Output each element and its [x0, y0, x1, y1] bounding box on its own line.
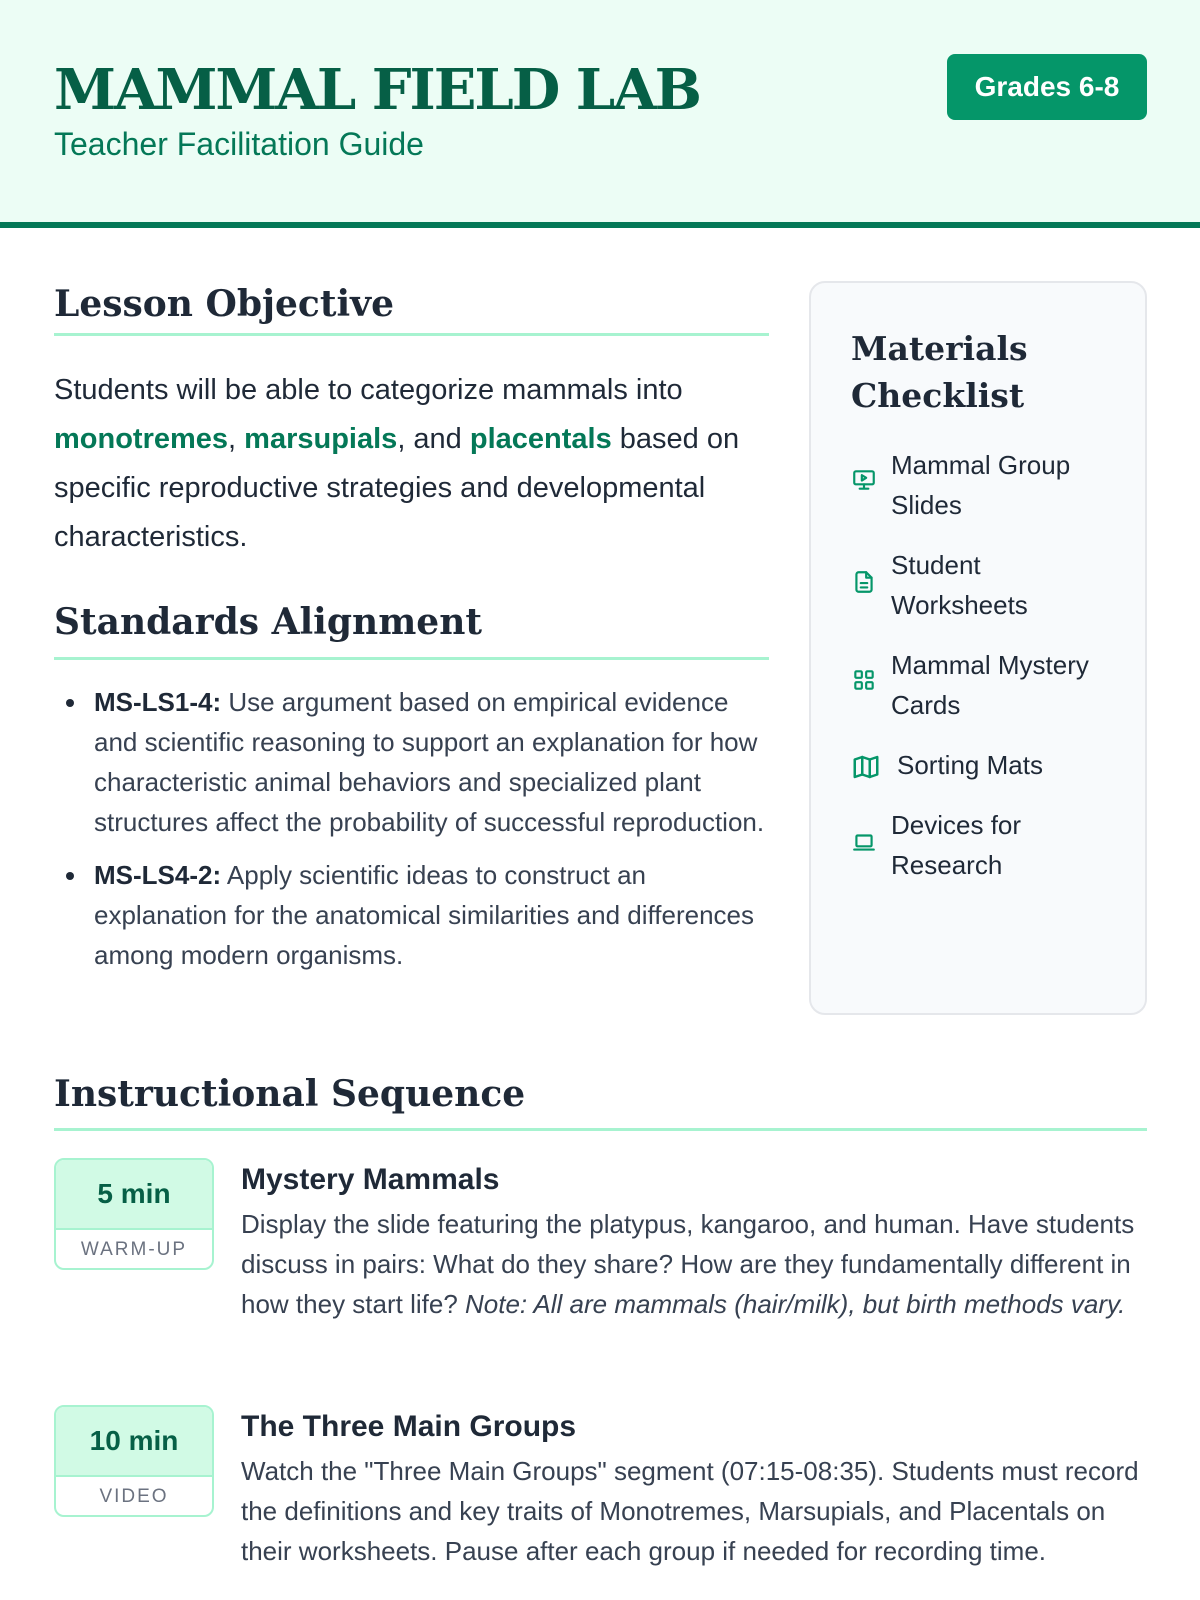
- materials-checklist-panel: [809, 281, 1147, 1015]
- standard-code: MS-LS4-2:: [94, 860, 222, 890]
- time-badge: [54, 1405, 214, 1517]
- standards-heading: Standards Alignment: [54, 601, 482, 643]
- step-phase: WARM-UP: [56, 1228, 212, 1268]
- standard-code: MS-LS1-4:: [94, 687, 222, 717]
- objective-text-outro: based on specific reproductive strategies and developmental characteristics.: [54, 423, 740, 553]
- grade-badge: Grades 6-8: [947, 54, 1147, 120]
- standards-divider: [54, 657, 769, 660]
- step-text: Watch the "Three Main Groups" segment (07:15-08:35). Students must record the definitions and key traits of Monotremes, Marsupials, and Placentals on their worksheets. Pause after each group if needed for recording time.: [241, 1456, 1139, 1566]
- objective-text: [54, 366, 774, 562]
- term-monotremes: monotremes: [54, 423, 229, 455]
- time-badge: [54, 1158, 214, 1270]
- page-subtitle: Teacher Facilitation Guide: [54, 126, 424, 162]
- step-title: Mystery Mammals: [241, 1163, 500, 1196]
- step-note: Note: All are mammals (hair/milk), but birth methods vary.: [465, 1289, 1126, 1319]
- step-duration: 5 min: [56, 1160, 212, 1228]
- sequence-divider: [54, 1128, 1147, 1131]
- term-placentals: placentals: [469, 423, 612, 455]
- sequence-heading: Instructional Sequence: [54, 1073, 526, 1115]
- objective-heading: Lesson Objective: [54, 283, 394, 325]
- material-label: Sorting Mats: [897, 750, 1043, 780]
- standard-item: [54, 855, 774, 975]
- term-marsupials: marsupials: [244, 423, 398, 455]
- presentation-icon: [851, 467, 877, 493]
- laptop-icon: [851, 829, 877, 855]
- page-header: [0, 0, 1200, 228]
- objective-separator: ,: [228, 423, 245, 455]
- step-description: [241, 1204, 1141, 1324]
- materials-heading: Materials Checklist: [851, 329, 1028, 415]
- standard-item: [54, 682, 774, 842]
- objective-separator: , and: [397, 423, 470, 455]
- step-text: Display the slide featuring the platypus, kangaroo, and human. Have students discuss in pairs: What do they share? How are they fundamentally different in how they start life?: [241, 1209, 1135, 1319]
- objective-divider: [54, 333, 769, 336]
- page-title: MAMMAL FIELD LAB: [54, 57, 700, 123]
- objective-text-intro: Students will be able to categorize mammals into: [54, 374, 683, 406]
- grid-icon: [851, 667, 877, 693]
- step-title: The Three Main Groups: [241, 1410, 577, 1443]
- standards-list: [54, 682, 774, 988]
- step-description: [241, 1451, 1141, 1571]
- step-duration: 10 min: [56, 1407, 212, 1475]
- map-icon: [851, 752, 881, 782]
- step-phase: VIDEO: [56, 1475, 212, 1515]
- material-label: Devices for Research: [891, 810, 1022, 880]
- material-label: Mammal Group Slides: [891, 450, 1071, 520]
- material-label: Student Worksheets: [891, 550, 1028, 620]
- document-icon: [851, 569, 877, 595]
- standard-text: Use argument based on empirical evidence and scientific reasoning to support an explanation for how characteristic animal behaviors and specialized plant structures affect the probability of successful reproduction.: [94, 687, 765, 837]
- standard-text: Apply scientific ideas to construct an explanation for the anatomical similarities and differences among modern organisms.: [94, 860, 754, 970]
- material-label: Mammal Mystery Cards: [891, 650, 1089, 720]
